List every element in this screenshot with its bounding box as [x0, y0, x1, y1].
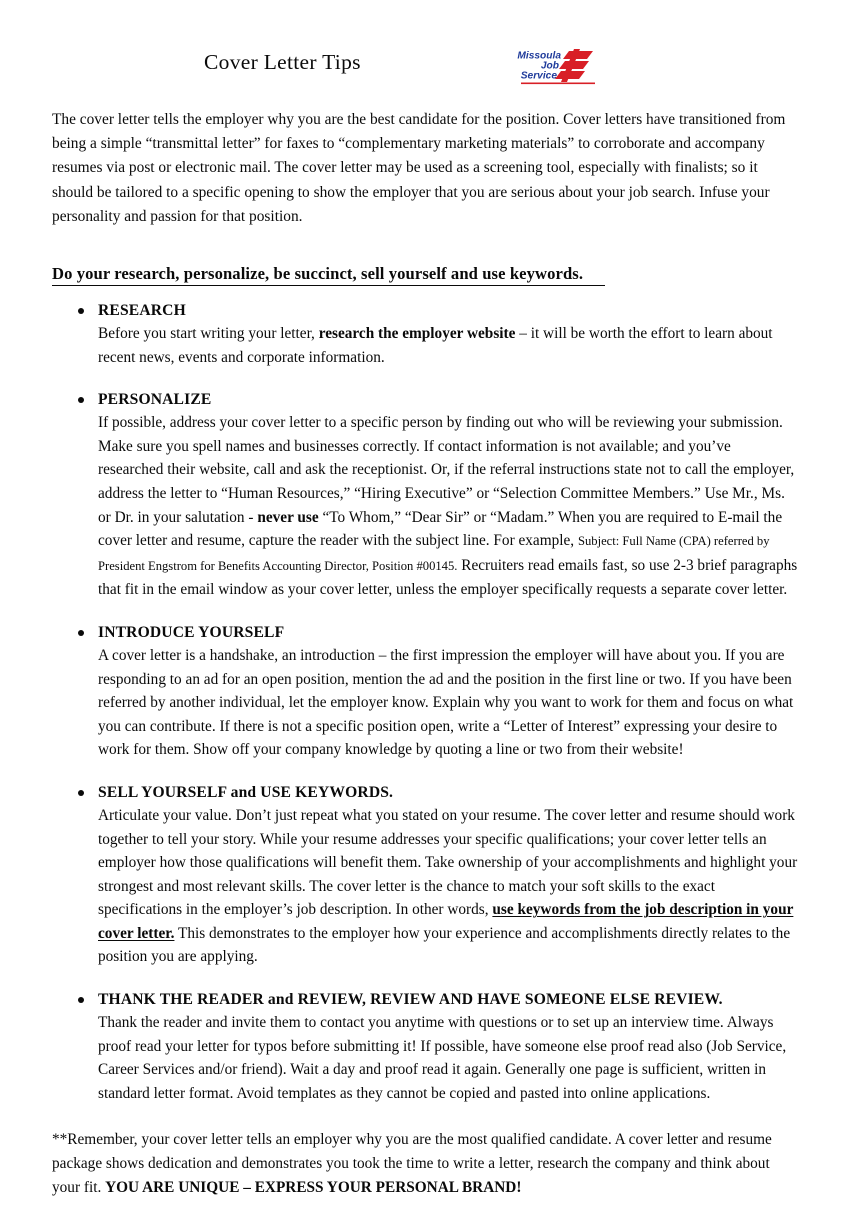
tip-body-thank-the-reader: Thank the reader and invite them to contact you anytime with questions or to set up an interview time. Always proof read your letter for typos before submitting it! If possible, have someone else proof read also (Job Service, Career Services and/or friend). Wait a day and proof read it again. Generally one page is sufficient, written in standard letter format. Avoid templates as they cannot be copied and pasted into online applications.: [98, 1014, 787, 1102]
tip-body-text-cont: “To Whom,” “Dear Sir” or “Madam.” When you are required to E-mail the cover letter and resume, capture the reader with the subject line. For example,: [98, 508, 783, 550]
closing-emphasis: YOU ARE UNIQUE – EXPRESS YOUR PERSONAL BRAND!: [105, 1179, 522, 1197]
tip-body-text-end: Recruiters read emails fast, so use 2-3 brief paragraphs that fit in the email window as your cover letter, unless the employer specifically requests a separate cover letter.: [98, 556, 798, 599]
section-heading-wrap: [52, 247, 798, 286]
tip-title-thank-the-reader: THANK THE READER and REVIEW, REVIEW AND HAVE SOMEONE ELSE REVIEW.: [98, 991, 723, 1009]
tip-body-personalize: [98, 411, 798, 602]
tip-body-introduce-yourself: A cover letter is a handshake, an introduction – the first impression the employer will have about you. If you are responding to an ad for an open position, mention the ad and the position in the first line or two. If you have been referred by another individual, let the employer know. Explain why you want to work for them and focus on what you can contribute. If there is not a specific position open, write a “Letter of Interest” expressing your desire to work for them. Show off your company knowledge by quoting a line or two from their website!: [98, 646, 794, 759]
tip-body-emphasis: never use: [257, 508, 319, 526]
tip-title-introduce-yourself: INTRODUCE YOURSELF: [98, 623, 285, 641]
tip-body-emphasis: research the employer website: [318, 325, 516, 343]
bullet-icon: [78, 997, 84, 1003]
missoula-job-service-logo: [517, 46, 599, 91]
bullet-icon: [78, 308, 84, 314]
tip-body-text-cont: This demonstrates to the employer how your experience and accomplishments directly relates to the position you are applying.: [98, 924, 791, 966]
intro-paragraph: The cover letter tells the employer why you are the best candidate for the position. Cover letters have transitioned from being a simple “transmittal letter” for faxes to “complementary marketing materials” to corroborate and accompany resumes via post or electronic mail. The cover letter may be used as a screening tool, especially with finalists; so it should be tailored to a specific opening to show the employer that you are serious about your job search. Infuse your personality and passion for that position.: [52, 111, 786, 225]
page-title: Cover Letter Tips: [204, 50, 361, 74]
list-item: [52, 300, 798, 369]
svg-text:Missoula: Missoula: [517, 50, 561, 62]
tip-body-keywords-emphasis: use keywords from the job description in your cover letter.: [98, 901, 794, 942]
tip-body-text: If possible, address your cover letter to a specific person by finding out who will be reviewing your submission. Make sure you spell names and businesses correctly. If contact information is not available; and you’ve researched their website, call and ask the receptionist. Or, if the referral instructions state not to call the employer, address the letter to “Human Resources,” “Hiring Executive” or “Selection Committee Members.” Use Mr., Ms. or Dr. in your salutation -: [98, 414, 795, 526]
bullet-icon: [78, 630, 84, 636]
document-body: [52, 108, 798, 1215]
tip-body-sell-yourself: [98, 804, 798, 969]
bullet-icon: [78, 397, 84, 403]
closing-paragraph: [52, 1128, 798, 1199]
tips-list: [52, 300, 798, 1105]
bullet-icon: [78, 790, 84, 796]
tip-title-research: RESEARCH: [98, 302, 186, 320]
tip-body-text: Before you start writing your letter,: [98, 325, 319, 343]
tip-body-text-cont: – it will be worth the effort to learn about recent news, events and corporate information.: [98, 325, 773, 366]
list-item: [52, 622, 798, 762]
closing-text: **Remember, your cover letter tells an employer why you are the most qualified candidate. A cover letter and resume package shows dedication and demonstrates you took the time to write a letter, research the company and think about your fit.: [52, 1131, 772, 1197]
document-header: [0, 0, 850, 82]
tip-title-sell-yourself: SELL YOURSELF and USE KEYWORDS.: [98, 783, 394, 801]
list-item: [52, 989, 798, 1105]
svg-text:Service: Service: [520, 70, 557, 82]
tip-title-personalize: PERSONALIZE: [98, 391, 212, 409]
list-item: [52, 782, 798, 969]
tip-body-research: [98, 322, 798, 369]
svg-text:Job: Job: [540, 60, 559, 72]
tip-body-subject-example: Subject: Full Name (CPA) referred by President Engstrom for Benefits Accounting Director, Position #00145.: [98, 534, 770, 573]
tip-body-text: Articulate your value. Don’t just repeat what you stated on your resume. The cover letter and resume should work together to tell your story. While your resume addresses your specific qualifications; your cover letter tells an employer how those qualifications will benefit them. Take ownership of your accomplishments and highlight your strongest and most relevant skills. The cover letter is the chance to match your soft skills to the exact specifications in the employer’s job description. In other words,: [98, 806, 798, 919]
section-heading: Do your research, personalize, be succinct, sell yourself and use keywords.: [52, 264, 605, 286]
list-item: [52, 389, 798, 602]
